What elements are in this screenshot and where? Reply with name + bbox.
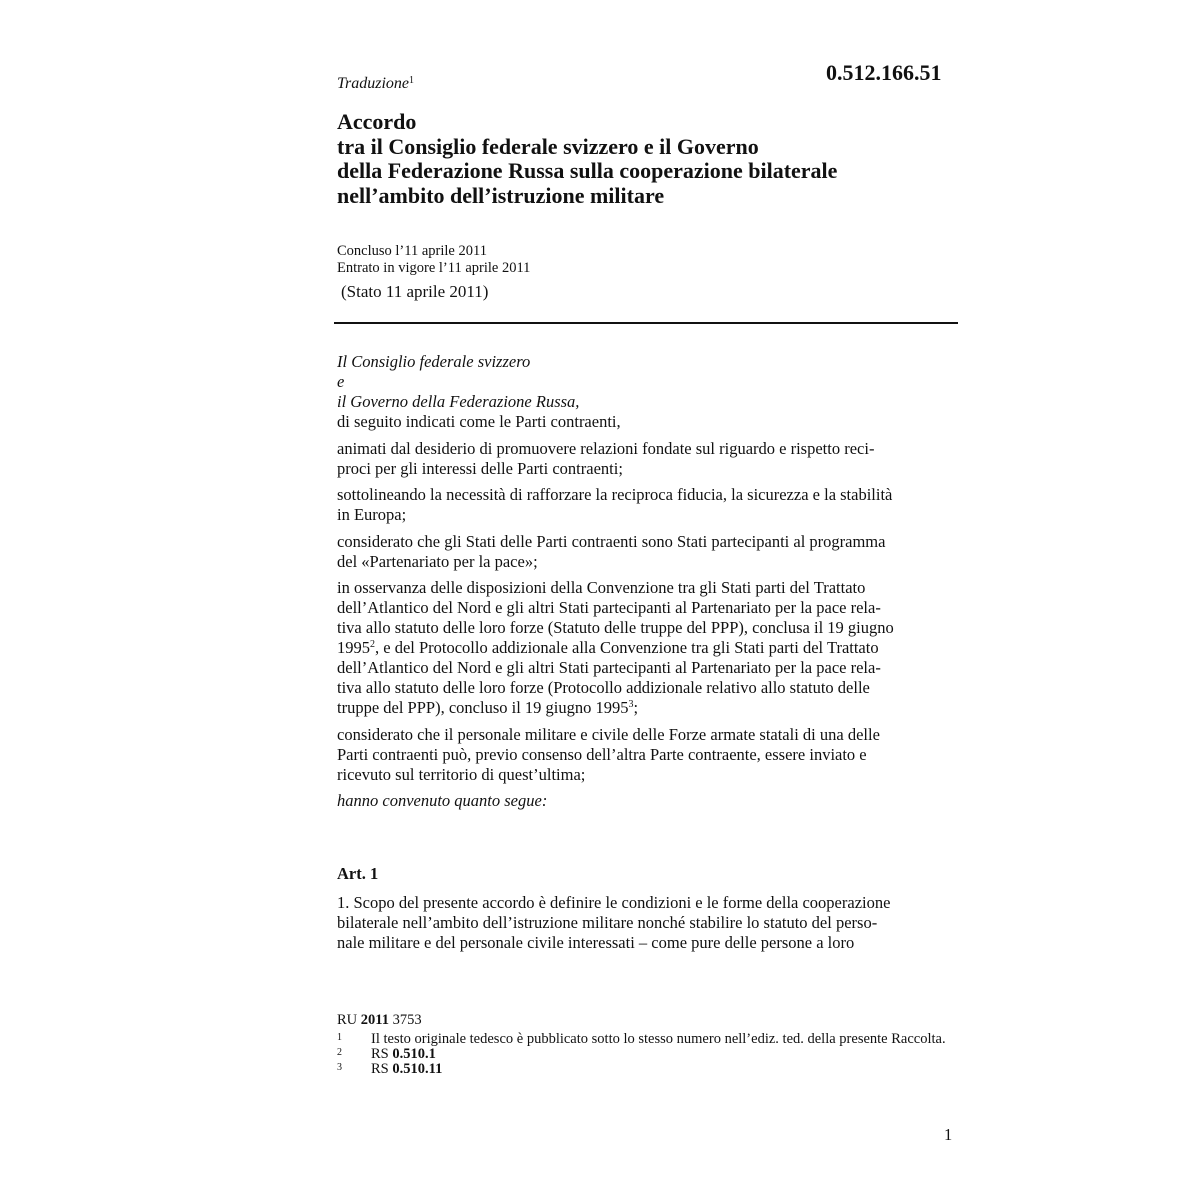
document-number: 0.512.166.51 xyxy=(826,60,942,85)
text-line: considerato che gli Stati delle Parti contraenti sono Stati partecipanti al programma xyxy=(337,531,886,551)
concluded-date: Concluso l’11 aprile 2011 xyxy=(337,243,487,259)
preamble-paragraph xyxy=(337,532,955,572)
footnote-link[interactable]: 0.510.1 xyxy=(392,1046,436,1062)
ru-page: 3753 xyxy=(392,1012,422,1028)
title-line: nell’ambito dell’istruzione militare xyxy=(337,182,665,208)
text-line: tiva allo statuto delle loro forze (Statuto delle truppe del PPP), conclusa il 19 giugno xyxy=(337,618,894,637)
party-2: il Governo della Federazione Russa, xyxy=(337,392,580,411)
conjunction: e xyxy=(337,372,345,391)
article-heading: Art. 1 xyxy=(337,864,379,883)
text-line: Parti contraenti può, previo consenso dell’altra Parte contraente, essere inviato e xyxy=(337,744,867,764)
footnote-ref-3[interactable]: 3 xyxy=(628,699,634,710)
footnote-prefix: RS xyxy=(371,1046,389,1062)
footnote-link[interactable]: 0.510.11 xyxy=(392,1061,443,1077)
text-fragment: , e del Protocollo addizionale alla Convenzione tra gli Stati parti del Trattato xyxy=(375,638,879,657)
text-line: bilaterale nell’ambito dell’istruzione militare nonché stabilire lo statuto del perso- xyxy=(337,913,878,932)
footnotes xyxy=(337,1032,957,1077)
footnote-text: Il testo originale tedesco è pubblicato sotto lo stesso numero nell’ediz. ted. della presente Raccolta. xyxy=(371,1031,946,1047)
text-line xyxy=(337,638,955,658)
text-line: dell’Atlantico del Nord e gli altri Stati partecipanti al Partenariato per la pace rela- xyxy=(337,598,881,617)
preamble xyxy=(337,352,955,818)
date-info xyxy=(337,243,530,277)
page-number: 1 xyxy=(944,1125,953,1144)
text-line: nale militare e del personale civile interessati – come pure delle persone a loro xyxy=(337,933,855,952)
text-line: 1. Scopo del presente accordo è definire le condizioni e le forme della cooperazione xyxy=(337,893,891,912)
text-line: proci per gli interessi delle Parti contraenti; xyxy=(337,458,623,478)
article-text xyxy=(337,893,955,953)
footnote-number: 3 xyxy=(337,1062,342,1073)
text-line: dell’Atlantico del Nord e gli altri Stati partecipanti al Partenariato per la pace rela- xyxy=(337,658,881,677)
footnote-number: 2 xyxy=(337,1047,342,1058)
preamble-parties xyxy=(337,352,955,432)
document-title xyxy=(337,110,957,208)
in-force-date: Entrato in vigore l’11 aprile 2011 xyxy=(337,260,531,276)
preamble-paragraph xyxy=(337,725,955,785)
footnote-prefix: RS xyxy=(371,1061,389,1077)
party-1: Il Consiglio federale svizzero xyxy=(337,352,531,371)
text-line: tiva allo statuto delle loro forze (Protocollo addizionale relativo allo statuto delle xyxy=(337,678,870,697)
text-fragment: 1995 xyxy=(337,638,370,657)
preamble-closing xyxy=(337,791,955,811)
title-line: Accordo xyxy=(337,109,417,134)
footnote-1 xyxy=(337,1032,957,1047)
preamble-paragraph xyxy=(337,439,955,479)
text-fragment: ; xyxy=(633,698,639,717)
text-line xyxy=(337,698,955,718)
translation-label xyxy=(337,75,414,93)
text-line: sottolineando la necessità di rafforzare la reciproca fiducia, la sicurezza e la stabilità xyxy=(337,485,893,504)
text-line: ricevuto sul territorio di quest’ultima; xyxy=(337,764,586,784)
text-line: hanno convenuto quanto segue: xyxy=(337,791,548,810)
footnote-ref-2[interactable]: 2 xyxy=(370,639,375,650)
title-line: tra il Consiglio federale svizzero e il Governo xyxy=(337,133,759,159)
ru-year: 2011 xyxy=(360,1012,389,1028)
footnote-number: 1 xyxy=(337,1032,342,1043)
status-date: (Stato 11 aprile 2011) xyxy=(341,282,489,301)
preamble-paragraph xyxy=(337,485,955,525)
translation-label-text: Traduzione xyxy=(337,75,410,92)
text-line: in osservanza delle disposizioni della Convenzione tra gli Stati parti del Trattato xyxy=(337,578,866,597)
ru-prefix: RU xyxy=(337,1012,358,1028)
text-line: del «Partenariato per la pace»; xyxy=(337,551,538,571)
footnote-3 xyxy=(337,1062,957,1077)
footnote-ref-1[interactable]: 1 xyxy=(409,75,415,86)
title-line: della Federazione Russa sulla cooperazione bilaterale xyxy=(337,158,838,183)
text-fragment: truppe del PPP), concluso il 19 giugno 1995 xyxy=(337,698,629,717)
parties-designation: di seguito indicati come le Parti contraenti, xyxy=(337,412,621,431)
footnote-2 xyxy=(337,1047,957,1062)
text-line: considerato che il personale militare e civile delle Forze armate statali di una delle xyxy=(337,724,880,744)
text-line: in Europa; xyxy=(337,505,407,524)
ru-reference xyxy=(337,1012,422,1029)
preamble-paragraph xyxy=(337,578,955,718)
header-divider xyxy=(334,322,958,324)
text-line: animati dal desiderio di promuovere relazioni fondate sul riguardo e rispetto reci- xyxy=(337,438,875,458)
